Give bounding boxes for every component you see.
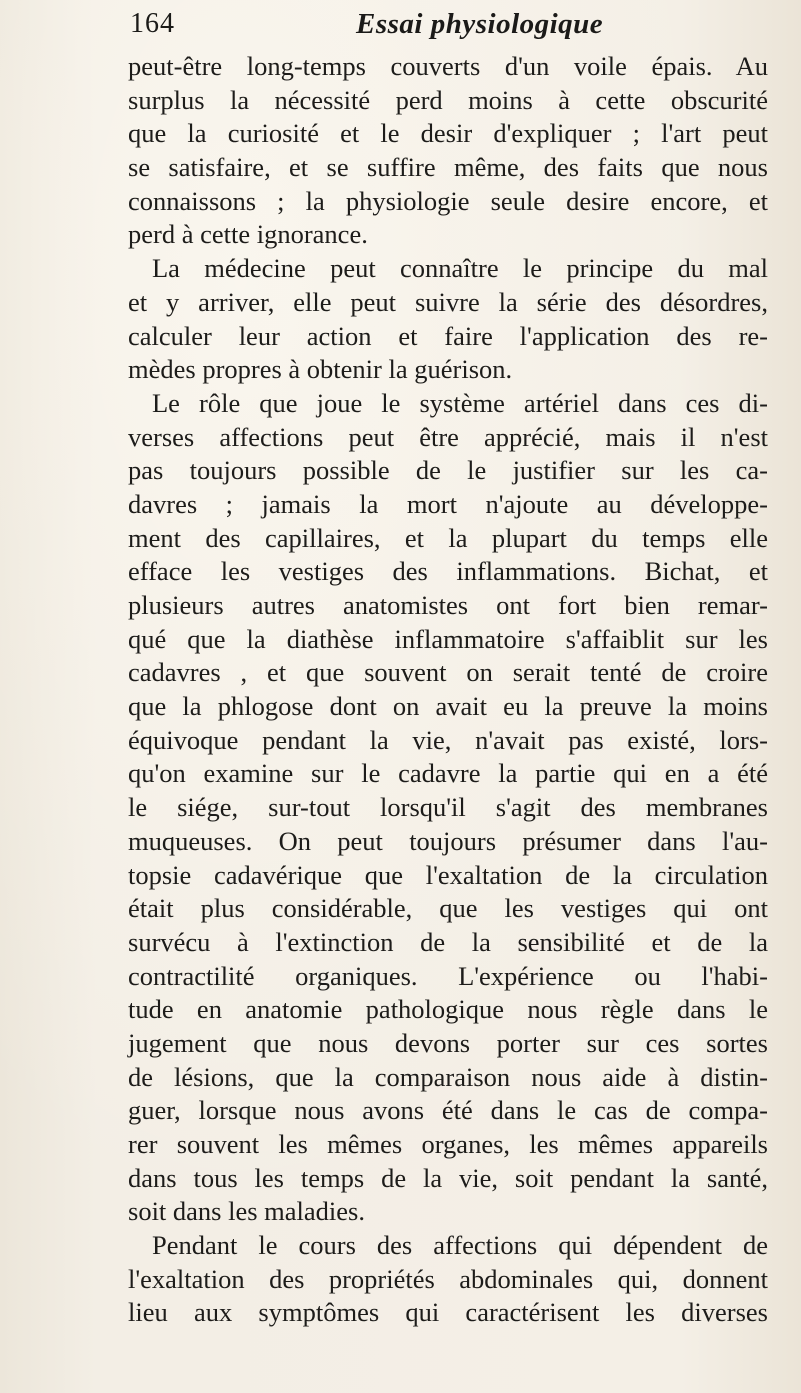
text-line: peut-être long-temps couverts d'un voile épais. Au: [128, 51, 768, 81]
text-line: était plus considérable, que les vestiges qui ont: [128, 893, 768, 924]
text-line: Le rôle que joue le système artériel dans ces di-: [152, 387, 768, 418]
text-line: guer, lorsque nous avons été dans le cas de compa-: [128, 1095, 768, 1126]
text-line: topsie cadavérique que l'exaltation de la circulation: [128, 859, 768, 890]
text-line: surplus la nécessité perd moins à cette obscurité: [128, 84, 768, 115]
text-line: tude en anatomie pathologique nous règle dans le: [128, 994, 768, 1025]
text-line: le siége, sur-tout lorsqu'il s'agit des membranes: [128, 792, 768, 823]
text-line: que la curiosité et le desir d'expliquer ; l'art peut: [128, 118, 768, 149]
page-header: [130, 8, 760, 48]
text-line: lieu aux symptômes qui caractérisent les diverses: [128, 1297, 768, 1328]
text-line: cadavres , et que souvent on serait tenté de croire: [128, 657, 768, 688]
text-line: mèdes propres à obtenir la guérison.: [128, 354, 513, 385]
text-line: qué que la diathèse inflammatoire s'affaiblit sur les: [128, 623, 768, 654]
text-line: équivoque pendant la vie, n'avait pas existé, lors-: [128, 724, 768, 755]
text-line: survécu à l'extinction de la sensibilité et de la: [128, 926, 768, 957]
text-line: que la phlogose dont on avait eu la preuve la moins: [128, 691, 768, 722]
text-line: connaissons ; la physiologie seule desire encore, et: [128, 185, 768, 216]
text-line: ment des capillaires, et la plupart du temps elle: [128, 522, 768, 553]
text-line: qu'on examine sur le cadavre la partie qui en a été: [128, 758, 768, 789]
text-line: et y arriver, elle peut suivre la série des désordres,: [128, 286, 768, 317]
text-line: calculer leur action et faire l'application des re-: [128, 320, 768, 351]
text-line: se satisfaire, et se suffire même, des faits que nous: [128, 152, 768, 183]
text-line: dans tous les temps de la vie, soit pendant la santé,: [128, 1162, 768, 1193]
text-line: davres ; jamais la mort n'ajoute au développe-: [128, 488, 768, 519]
text-line: plusieurs autres anatomistes ont fort bien remar-: [128, 590, 768, 620]
text-line: pas toujours possible de le justifier sur les ca-: [128, 455, 768, 486]
page-number: 164: [130, 8, 175, 39]
text-line: Pendant le cours des affections qui dépendent de: [152, 1230, 768, 1261]
text-line: soit dans les maladies.: [128, 1196, 365, 1227]
text-line: La médecine peut connaître le principe du mal: [152, 253, 768, 284]
text-line: l'exaltation des propriétés abdominales qui, donnent: [128, 1263, 768, 1294]
body-text: [128, 50, 768, 1330]
text-line: perd à cette ignorance.: [128, 219, 368, 250]
running-title: Essai physiologique: [356, 8, 604, 40]
text-line: verses affections peut être apprécié, mais il n'est: [128, 421, 768, 452]
text-line: efface les vestiges des inflammations. Bichat, et: [128, 556, 768, 587]
text-line: de lésions, que la comparaison nous aide à distin-: [128, 1061, 768, 1092]
text-line: rer souvent les mêmes organes, les mêmes appareils: [128, 1129, 768, 1159]
text-line: jugement que nous devons porter sur ces sortes: [128, 1027, 768, 1058]
text-line: muqueuses. On peut toujours présumer dans l'au-: [128, 825, 768, 856]
text-line: contractilité organiques. L'expérience ou l'habi-: [128, 960, 768, 991]
